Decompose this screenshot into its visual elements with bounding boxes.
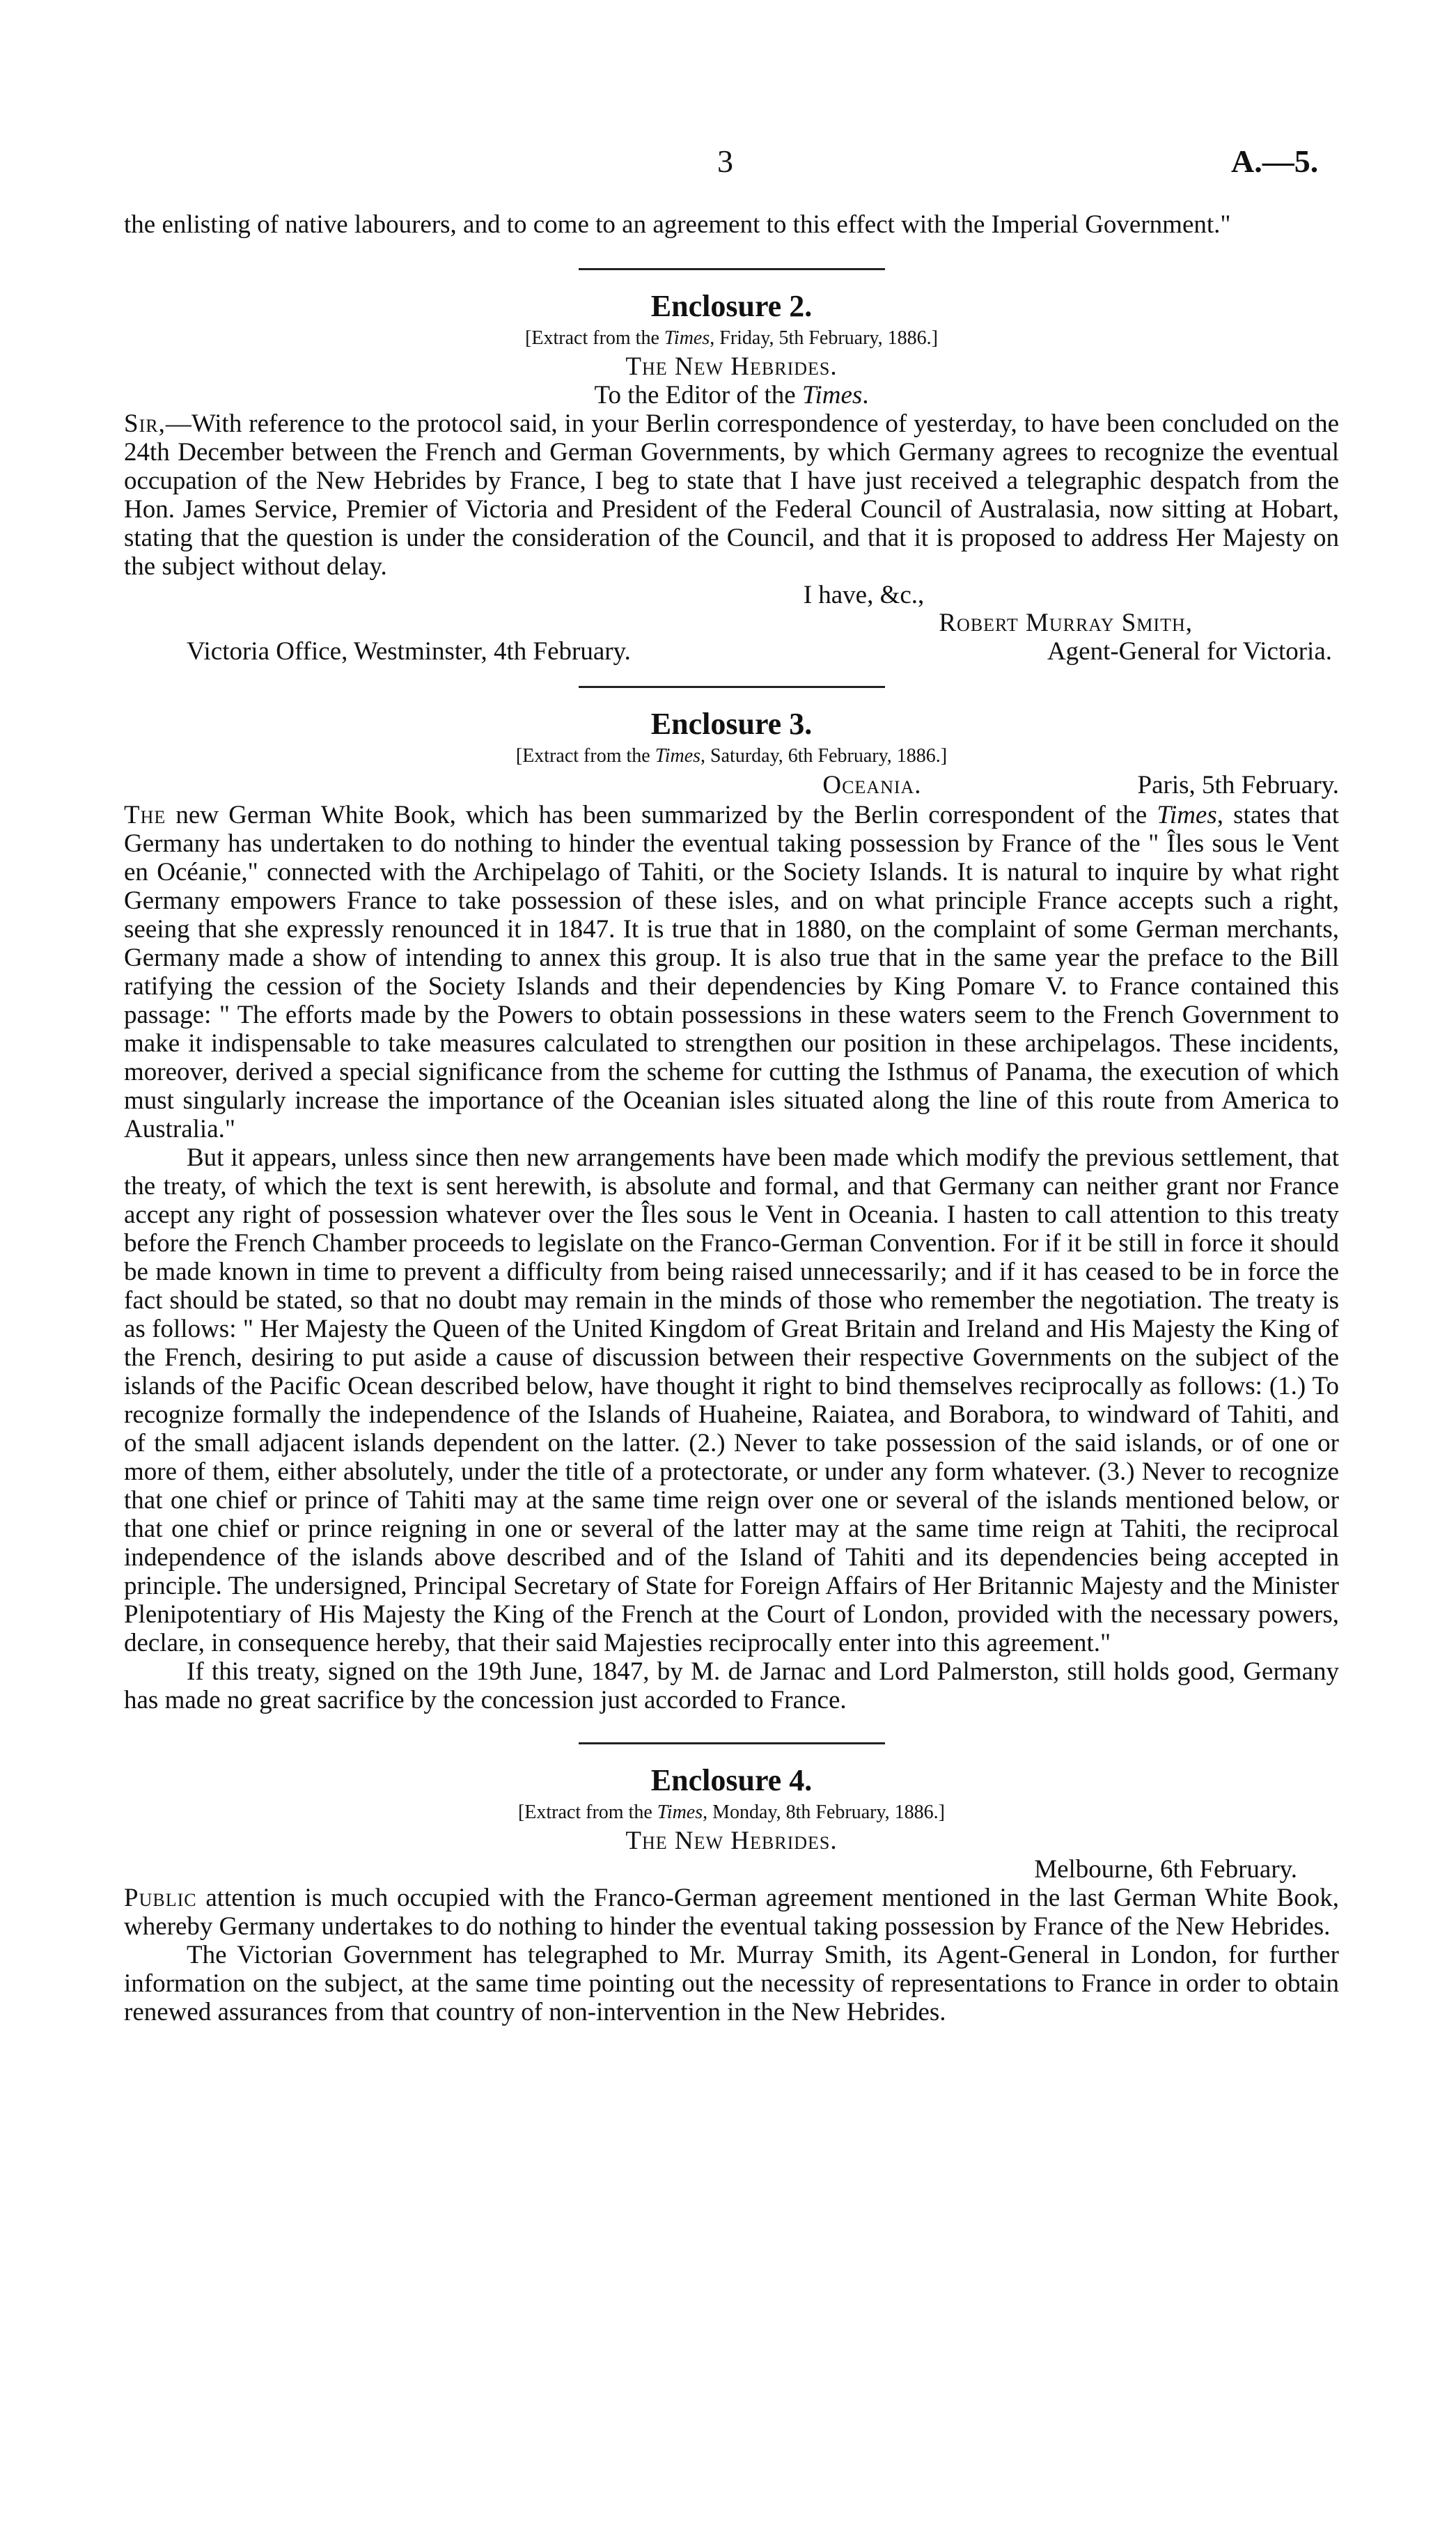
enclosure-3-dateline (124, 770, 1339, 801)
enclosure-3-paragraph-2: But it appears, unless since then new arrangements have been made which modify the previous settlement, that the treaty, of which the text is sent herewith, is absolute and formal, and that Germany can neither grant nor France accept any right of possession whatever over the Îles sous le Vent in Oceania. I hasten to call attention to this treaty before the French Chamber proceeds to legislate on the Franco-German Convention. For if it be still in force it should be made known in time to prevent a difficulty from being raised unnecessarily; and if it has ceased to be in force the fact should be stated, so that no doubt may remain in the minds of those who remember the negotiation. The treaty is as follows: " Her Majesty the Queen of the United Kingdom of Great Britain and Ireland and His Majesty the King of the French, desiring to put aside a cause of discussion between their respective Governments on the subject of the islands of the Pacific Ocean described below, have thought it right to bind themselves reciprocally as follows: (1.) To recognize formally the independence of the Islands of Huaheine, Raiatea, and Borabora, to windward of Tahiti, and of the small adjacent islands dependent on the latter. (2.) Never to take possession of the said islands, or of one or more of them, either absolutely, under the title of a protectorate, or under any form whatever. (3.) Never to recognize that one chief or prince of Tahiti may at the same time reign over one or several of the islands mentioned below, or that one chief or prince reigning in one or several of the latter may at the same time reign at Tahiti, the reciprocal independence of the islands above described and of the Island of Tahiti and its dependencies being accepted in principle. The undersigned, Principal Secretary of State for Foreign Affairs of Her Britannic Majesty and the Minister Plenipotentiary of His Majesty the King of the French at the Court of London, provided with the necessary powers, declare, in consequence hereby, that their said Majesties reciprocally enter into this agreement." (124, 1143, 1339, 1657)
enclosure-2-addressee: To the Editor of the Times. (594, 381, 869, 409)
enclosure-4-extract-note: [Extract from the Times, Monday, 8th February, 1886.] (517, 1801, 946, 1823)
enclosure-2-closing: I have, &c., (803, 581, 925, 609)
enclosure-2-title: Enclosure 2. (650, 289, 813, 323)
section-divider (579, 686, 885, 688)
enclosure-2-subject: The New Hebrides. (625, 352, 838, 381)
enclosure-4-subject: The New Hebrides. (625, 1827, 838, 1855)
enclosure-3 (124, 706, 1339, 1714)
page-number: 3 (717, 143, 733, 179)
enclosure-3-paragraph-3: If this treaty, signed on the 19th June, 1847, by M. de Jarnac and Lord Palmerston, still holds good, Germany has made no great sacrifice by the concession just accorded to France. (124, 1657, 1339, 1714)
section-divider (579, 1742, 885, 1744)
document-reference: A.—5. (1231, 143, 1319, 179)
enclosure-3-extract-note: [Extract from the Times, Saturday, 6th February, 1886.] (515, 745, 948, 767)
enclosure-4-title: Enclosure 4. (650, 1763, 813, 1797)
page-content (124, 139, 1339, 2026)
enclosure-2-address: Victoria Office, Westminster, 4th February. (187, 637, 631, 666)
enclosure-2-letter-body: Sir,—With reference to the protocol said, in your Berlin correspondence of yesterday, to have been concluded on the 24th December between the French and German Governments, by which Germany agrees to recognize the eventual occupation of the New Hebrides by France, I beg to state that I have just received a telegraphic despatch from the Hon. James Service, Premier of Victoria and President of the Federal Council of Australasia, now sitting at Hobart, stating that the question is under the consideration of the Council, and that it is proposed to address Her Majesty on the subject without delay. (124, 409, 1339, 581)
enclosure-3-title: Enclosure 3. (650, 707, 813, 741)
enclosure-3-paragraph-1: The new German White Book, which has been summarized by the Berlin correspondent of the Times, states that Germany has undertaken to do nothing to hinder the eventual taking possession by France of the " Îles sous le Vent en Océanie," connected with the Archipelago of Tahiti, or the Society Islands. It is natural to inquire by what right Germany empowers France to take possession of these isles, and on what principle France accepts such a right, seeing that she expressly renounced it in 1847. It is true that in 1880, on the complaint of some German merchants, Germany made a show of intending to annex this group. It is also true that in the same year the preface to the Bill ratifying the cession of the Society Islands and their dependencies by King Pomare V. to France contained this passage: " The efforts made by the Powers to obtain possessions in these waters seem to the French Government to make it indispensable to take measures calculated to strengthen our position in these archipelagos. These incidents, moreover, derived a special significance from the scheme for cutting the Isthmus of Panama, the execution of which must singularly increase the importance of the Oceanian isles situated along the line of this route from America to Australia." (124, 801, 1340, 1143)
enclosure-3-subject: Oceania. (822, 771, 922, 799)
enclosure-2 (124, 288, 1339, 666)
enclosure-3-date: Paris, 5th February. (1137, 771, 1339, 799)
enclosure-2-extract-note: [Extract from the Times, Friday, 5th February, 1886.] (525, 327, 938, 349)
enclosure-4-dateline: Melbourne, 6th February. (1034, 1855, 1297, 1884)
enclosure-4-paragraph-2: The Victorian Government has telegraphed to Mr. Murray Smith, its Agent-General in London, for further information on the subject, at the same time pointing out the necessity of representations to France in order to obtain renewed assurances from that country of non-intervention in the New Hebrides. (124, 1941, 1339, 2026)
enclosure-2-signature-row (124, 637, 1339, 666)
section-divider (579, 268, 885, 270)
enclosure-2-signatory: Robert Murray Smith, (939, 609, 1193, 637)
opening-paragraph: the enlisting of native labourers, and to come to an agreement to this effect with the Imperial Government." (124, 210, 1231, 239)
enclosure-2-signatory-title: Agent-General for Victoria. (1047, 637, 1332, 666)
enclosure-4 (124, 1762, 1339, 2026)
enclosure-4-paragraph-1: Public attention is much occupied with the Franco-German agreement mentioned in the last German White Book, whereby Germany undertakes to do nothing to hinder the eventual taking possession by France of the New Hebrides. (124, 1884, 1339, 1941)
